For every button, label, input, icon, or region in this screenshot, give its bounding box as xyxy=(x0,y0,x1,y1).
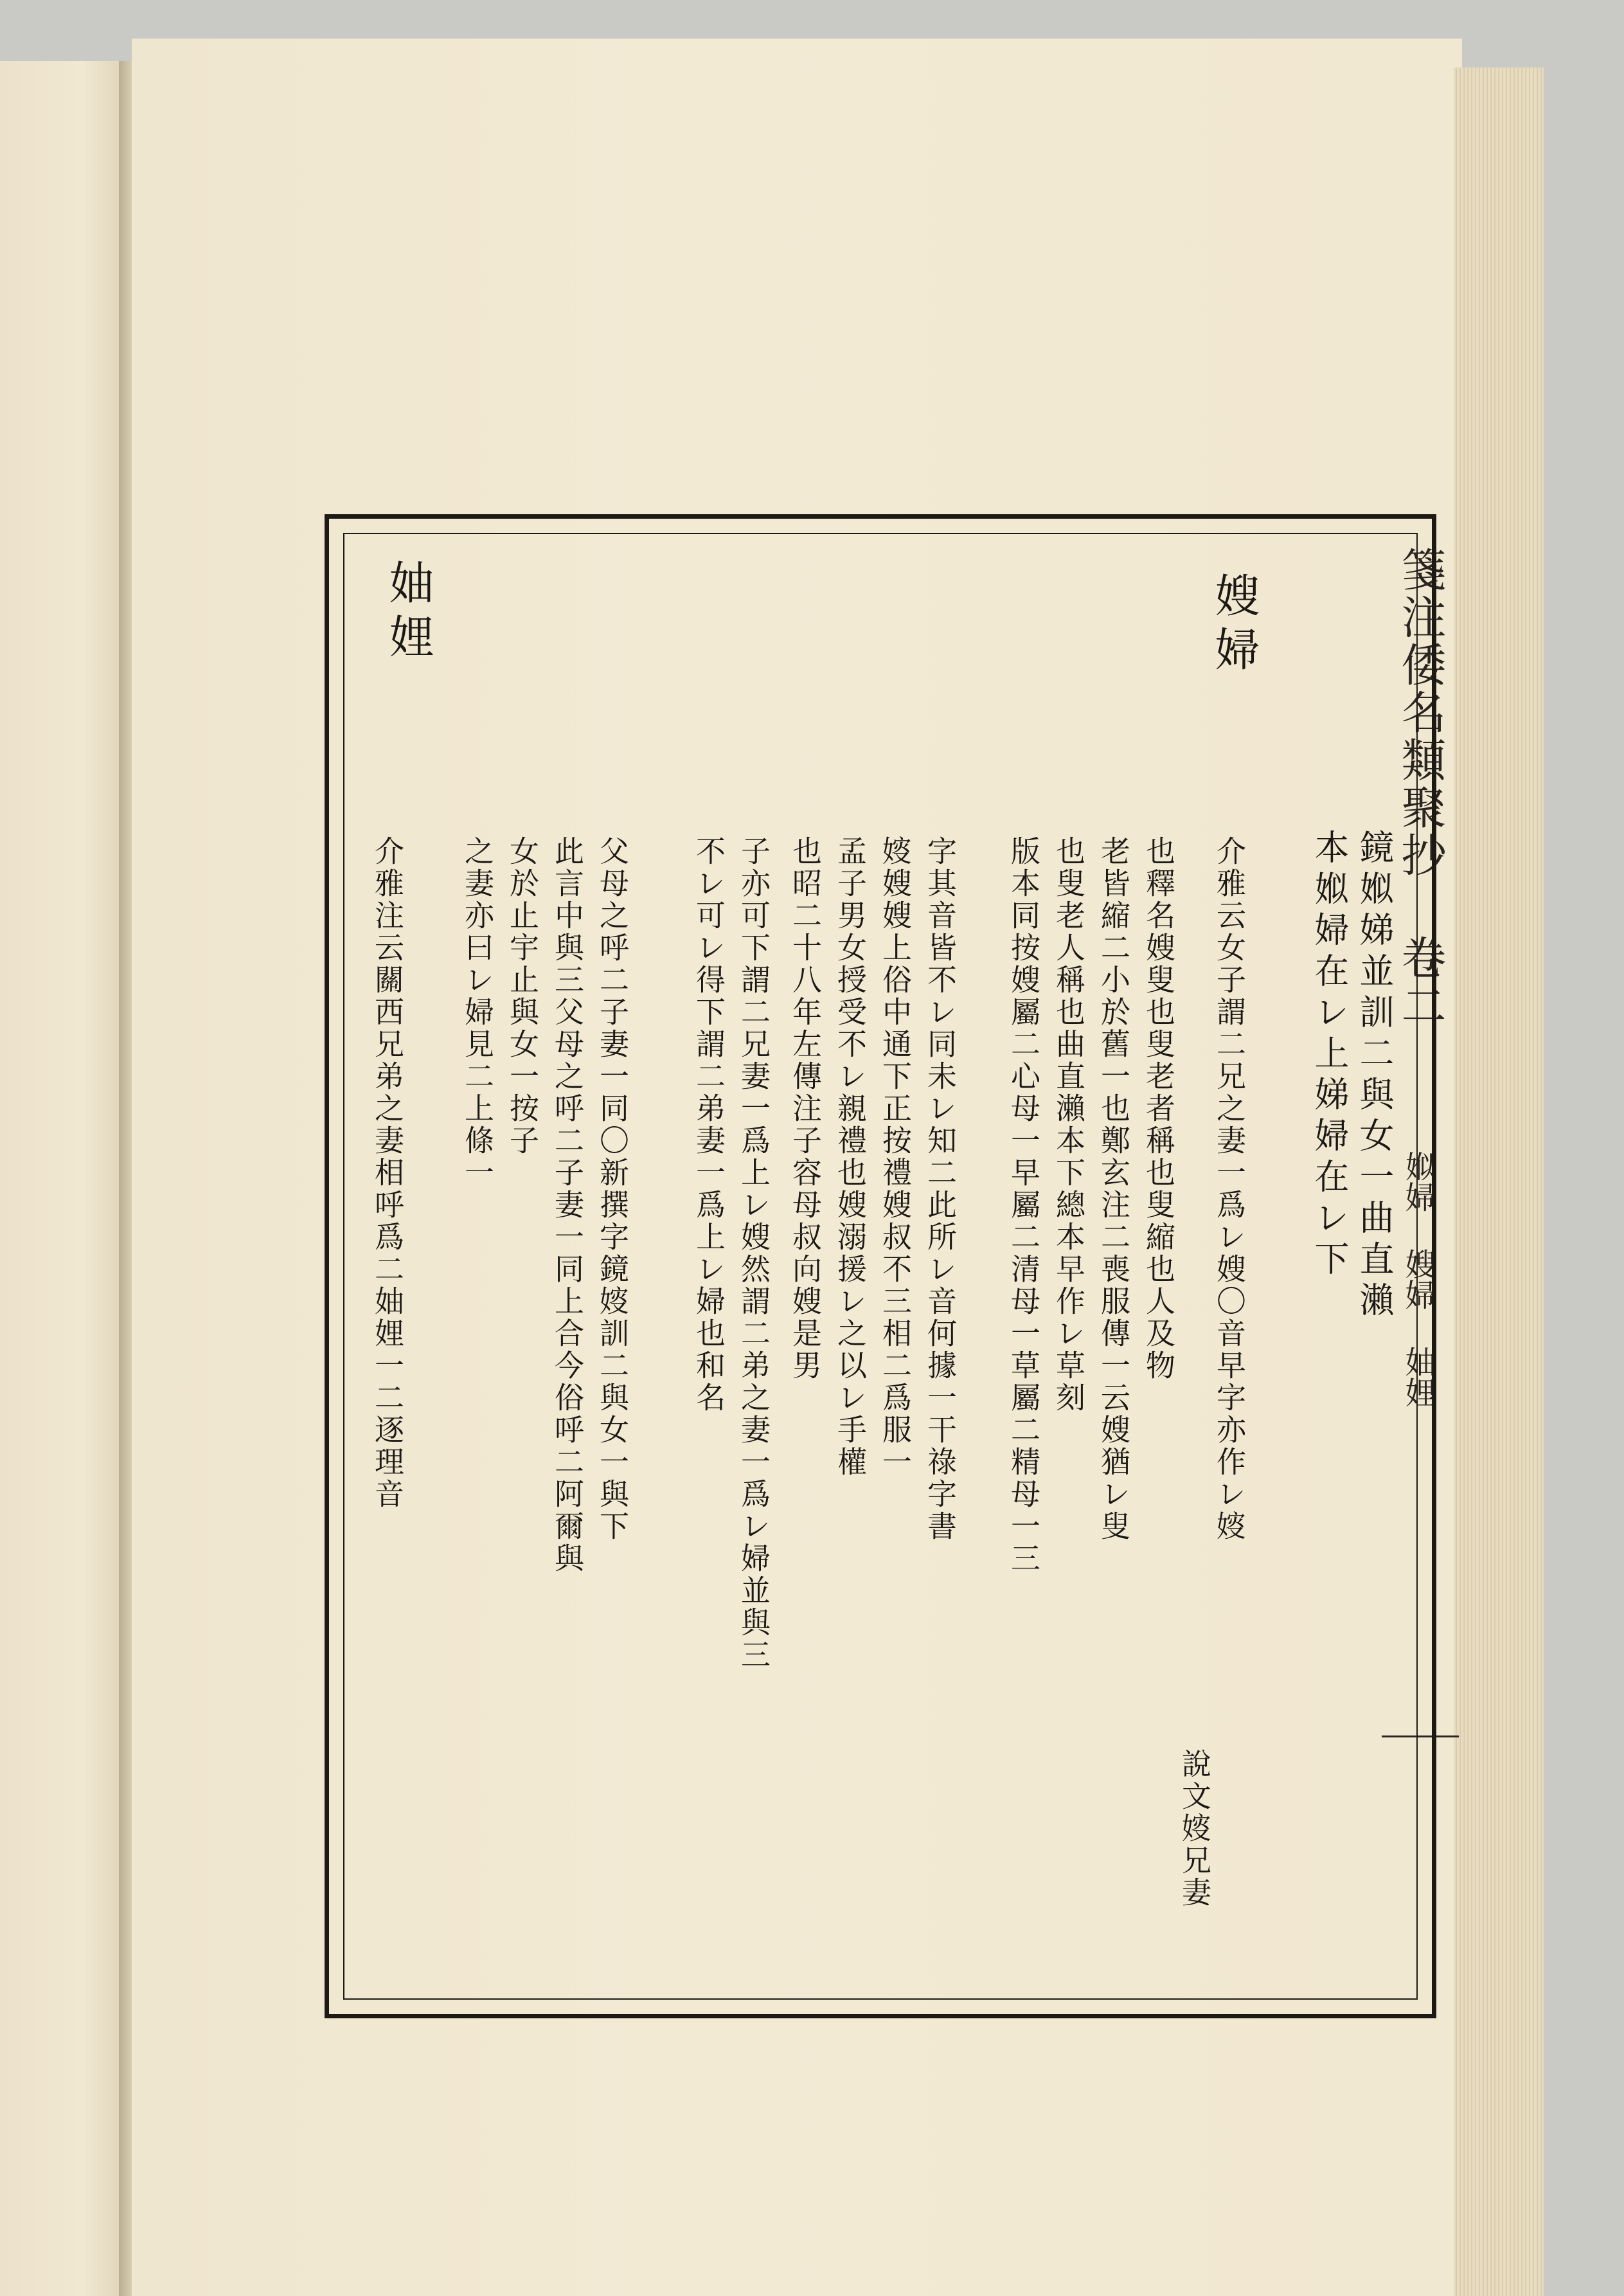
text-column: 父母之呼二子妻一同〇新撰字鏡㛮訓二與女一與下 xyxy=(595,836,630,1543)
text-column: 也釋名嫂叟也叟老者稱也叟縮也人及物 xyxy=(1141,836,1176,1382)
margin-index-item: 妯娌 xyxy=(1400,1346,1436,1408)
text-column: 介雅注云關西兄弟之妻相呼爲二妯娌一二逐理音 xyxy=(370,836,405,1511)
entry-heading-sao: 嫂婦 xyxy=(1208,572,1260,680)
text-column: 不レ可レ得下謂二弟妻一爲上レ婦也和名 xyxy=(692,836,726,1414)
entry-heading-zhouli: 妯娌 xyxy=(382,559,434,667)
text-column: 版本同按嫂屬二心母一早屬二清母一草屬二精母一三 xyxy=(1006,836,1041,1575)
running-title: 箋注倭名類聚抄 卷二 xyxy=(1394,546,1447,1030)
text-column: 老皆縮二小於舊一也鄭玄注二喪服傳一云嫂猶レ叟 xyxy=(1096,836,1131,1543)
text-column: 女於止宇止與女一按子 xyxy=(505,836,540,1157)
text-column: 說文㛮兄妻 xyxy=(1177,1748,1212,1909)
left-page-leaf xyxy=(0,61,120,2296)
page-edges xyxy=(1454,67,1544,2296)
text-column: 之妻亦曰レ婦見二上條一 xyxy=(460,836,495,1189)
margin-index-item: 嫂婦 xyxy=(1400,1248,1436,1310)
text-column: 也叟老人稱也曲直瀨本下總本早作レ草刻 xyxy=(1051,836,1086,1414)
text-column: 子亦可下謂二兄妻一爲上レ嫂然謂二弟之妻一爲レ婦並與三 xyxy=(736,836,771,1671)
book-gutter xyxy=(119,61,132,2296)
text-column: 㛮嫂嫂上俗中通下正按禮嫂叔不三相二爲服一 xyxy=(878,836,913,1478)
margin-index-item: 娰婦 xyxy=(1400,1151,1436,1212)
text-column: 孟子男女授受不レ親禮也嫂溺援レ之以レ手權 xyxy=(833,836,868,1478)
text-column: 也昭二十八年左傳注子容母叔向嫂是男 xyxy=(788,836,823,1382)
text-column: 本娰婦在レ上娣婦在レ下 xyxy=(1309,829,1350,1282)
text-column: 字其音皆不レ同未レ知二此所レ音何據一干祿字書 xyxy=(923,836,958,1543)
text-column: 此言中與三父母之呼二子妻一同上合今俗呼二阿爾與 xyxy=(550,836,585,1575)
text-column: 鏡娰娣並訓二與女一曲直瀨 xyxy=(1354,829,1395,1323)
text-column: 介雅云女子謂二兄之妻一爲レ嫂〇音早字亦作レ㛮 xyxy=(1212,836,1247,1543)
